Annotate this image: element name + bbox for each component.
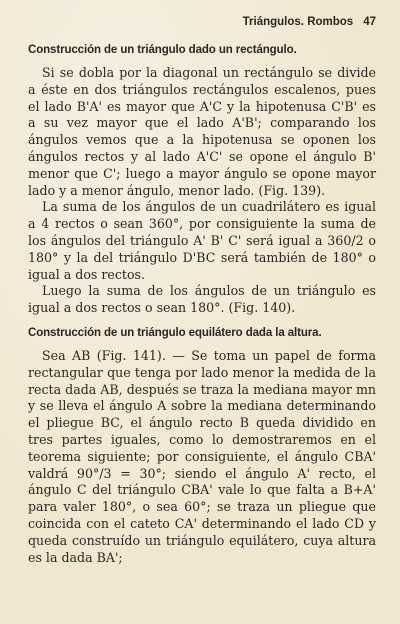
section-body-rectangle	[28, 65, 376, 317]
section-body-equilateral	[28, 348, 376, 566]
running-title: Triángulos. Rombos	[242, 16, 354, 28]
paragraph: La suma de los ángulos de un cuadrilátero es igual a 4 rectos o sean 360°, por consiguiente la suma de los ángulos del triángulo A' B' C' será igual a 360/2 o 180° y la del triángulo D'BC será también de 180° o igual a dos rectos.	[28, 199, 376, 282]
section-heading-rectangle: Construcción de un triángulo dado un rectángulo.	[28, 44, 297, 56]
running-header	[28, 16, 376, 28]
section-heading-equilateral: Construcción de un triángulo equilátero dada la altura.	[28, 326, 322, 339]
paragraph: Si se dobla por la diagonal un rectángulo se divide a éste en dos triángulos rectángulos escalenos, pues el lado B'A' es mayor que A'C y la hipotenusa C'B' es a su vez mayor que el lado A'B'; comparando los ángulos vemos que a la hipotenusa se oponen los ángulos rectos y al lado A'C' se opone el ángulo B' menor que C'; luego a mayor ángulo se opone mayor lado y a menor ángulo, menor lado. (Fig. 139).	[28, 65, 376, 198]
paragraph: Luego la suma de los ángulos de un triángulo es igual a dos rectos o sean 180°. (Fig. 140).	[28, 283, 376, 316]
paragraph: Sea AB (Fig. 141). — Se toma un papel de forma rectangular que tenga por lado menor la medida de la recta dada AB, después se traza la mediana mayor mn y se lleva el ángulo A sobre la mediana determinando el pliegue BC, el ángulo recto B queda dividido en tres partes iguales, como lo demostraremos en el teorema siguiente; por consiguiente, el ángulo CBA' valdrá 90°/3 = 30°; siendo el ángulo A' recto, el ángulo C del triángulo CBA' vale lo que falta a B+A' para valer 180°, o sea 60°; se traza un pliegue que coincida con el cateto CA' determinando el lado CD y queda construído un triángulo equilátero, cuya altura es la dada BA';	[28, 347, 376, 565]
page-number: 47	[363, 16, 376, 28]
